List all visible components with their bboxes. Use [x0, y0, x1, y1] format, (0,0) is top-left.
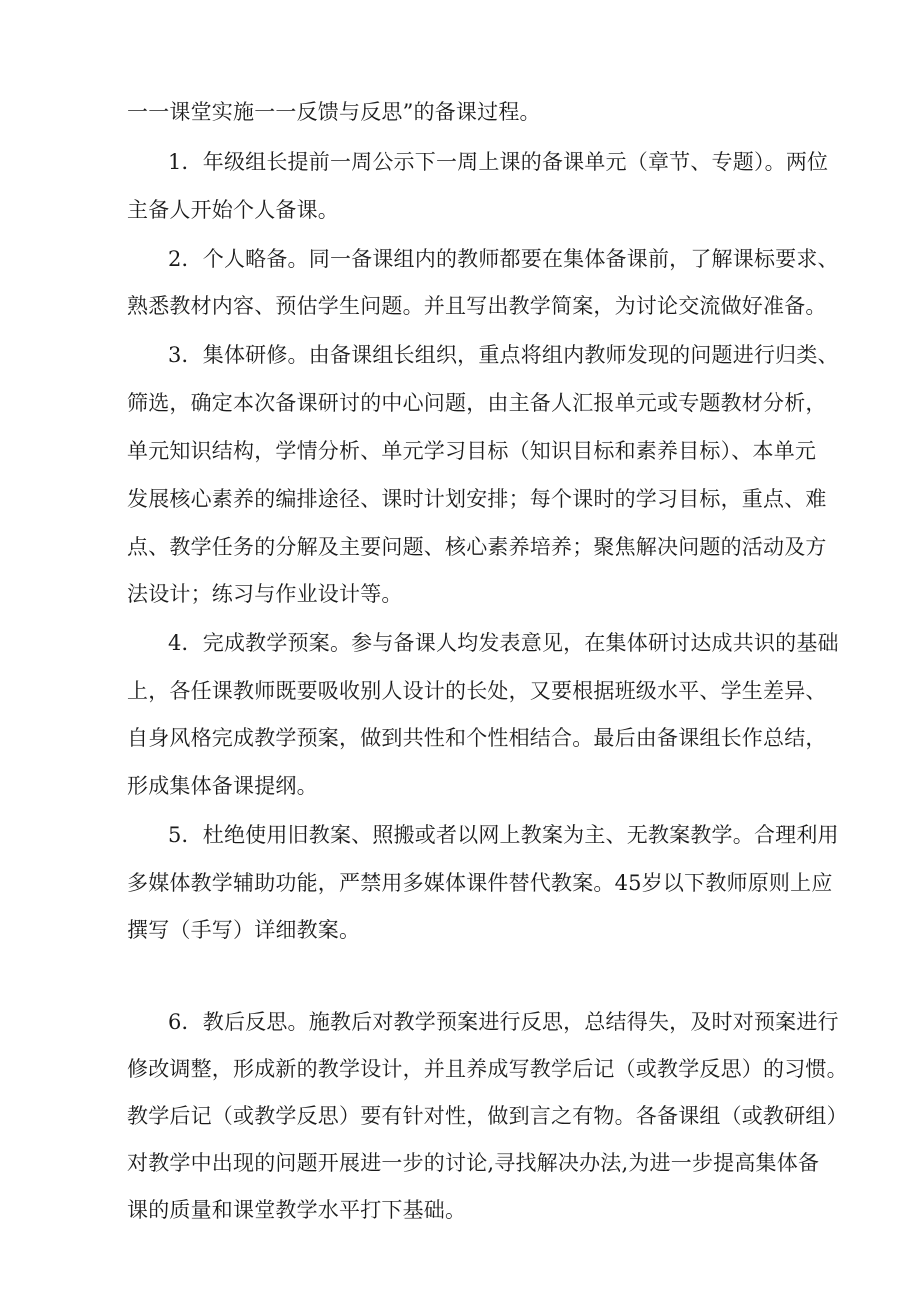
item-3-line-6: 法设计；练习与作业设计等。	[127, 582, 403, 606]
item-5-line-1: 5．杜绝使用旧教案、照搬或者以网上教案为主、无教案教学。合理利用	[168, 823, 839, 847]
item-6-line-4: 对教学中出现的问题开展进一步的讨论,寻找解决办法,为进一步提高集体备	[127, 1151, 820, 1175]
item-2-line-1: 2．个人略备。同一备课组内的教师都要在集体备课前，了解课标要求、	[168, 247, 839, 271]
item-2-line-2: 熟悉教材内容、预估学生问题。并且写出教学简案，为讨论交流做好准备。	[127, 294, 827, 318]
intro-line: 一一课堂实施一一反馈与反思”的备课过程。	[127, 100, 541, 124]
item-6-line-1: 6．教后反思。施教后对教学预案进行反思，总结得失，及时对预案进行	[168, 1010, 839, 1034]
item-3-line-1: 3．集体研修。由备课组长组织，重点将组内教师发现的问题进行归类、	[168, 343, 839, 367]
item-3-line-2: 筛选，确定本次备课研讨的中心问题，由主备人汇报单元或专题教材分析，	[127, 391, 827, 415]
item-4-line-4: 形成集体备课提纲。	[127, 774, 318, 798]
item-5-line-2: 多媒体教学辅助功能，严禁用多媒体课件替代教案。45岁以下教师原则上应	[127, 871, 833, 895]
item-6-line-3: 教学后记（或教学反思）要有针对性，做到言之有物。各备课组（或教研组）	[127, 1104, 848, 1128]
item-4-line-2: 上，各任课教师既要吸收别人设计的长处，又要根据班级水平、学生差异、	[127, 679, 827, 703]
item-6-line-2: 修改调整，形成新的教学设计，并且养成写教学后记（或教学反思）的习惯。	[127, 1057, 848, 1081]
item-4-line-1: 4．完成教学预案。参与备课人均发表意见，在集体研讨达成共识的基础	[168, 631, 839, 655]
item-5-line-3: 撰写（手写）详细教案。	[127, 918, 361, 942]
item-3-line-3: 单元知识结构，学情分析、单元学习目标（知识目标和素养目标）、本单元	[127, 439, 817, 463]
item-1-line-2: 主备人开始个人备课。	[127, 198, 339, 222]
item-4-line-3: 自身风格完成教学预案，做到共性和个性相结合。最后由备课组长作总结，	[127, 726, 827, 750]
item-3-line-5: 点、教学任务的分解及主要问题、核心素养培养；聚焦解决问题的活动及方	[127, 535, 827, 559]
item-1-line-1: 1．年级组长提前一周公示下一周上课的备课单元（章节、专题）。两位	[168, 150, 829, 174]
item-6-line-5: 课的质量和课堂教学水平打下基础。	[127, 1198, 467, 1222]
item-3-line-4: 发展核心素养的编排途径、课时计划安排；每个课时的学习目标，重点、难	[127, 487, 827, 511]
